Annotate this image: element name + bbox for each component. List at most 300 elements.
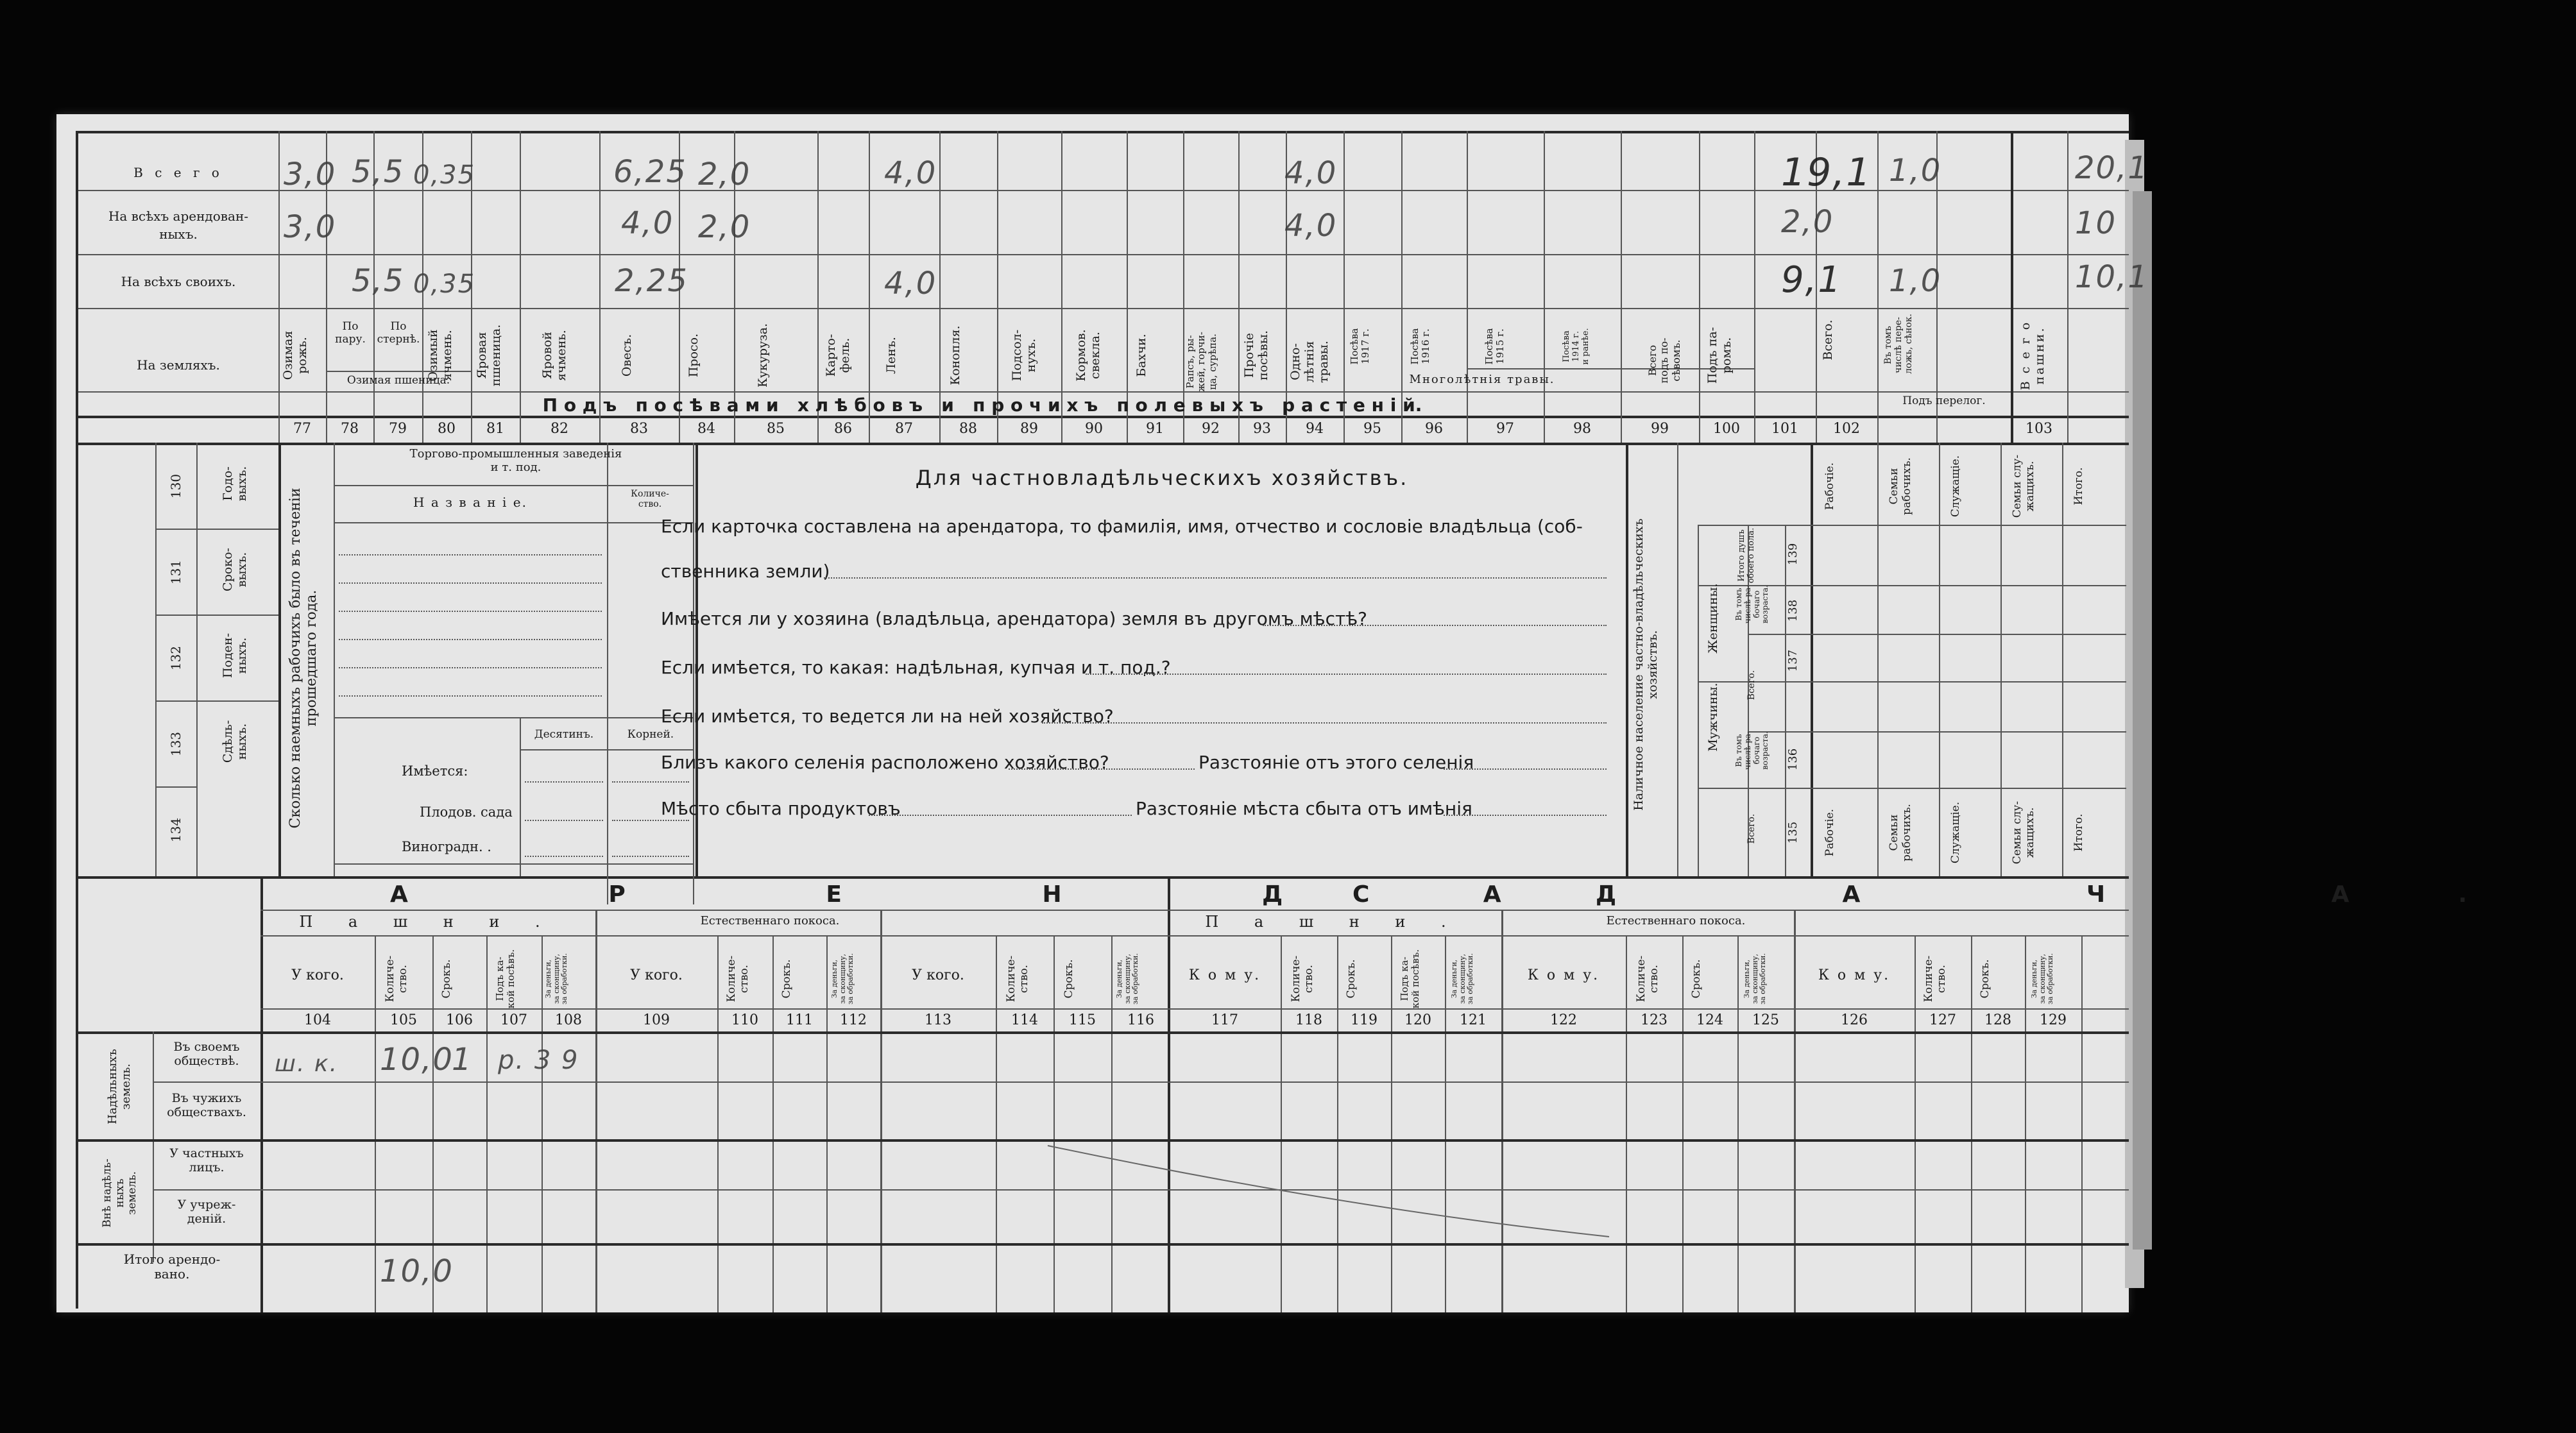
hdr-itogo: Итого. [2072,467,2085,505]
sdacha-pashni: П а ш н и . [1205,913,1462,931]
column-number: 118 [1295,1012,1322,1028]
rule [1737,935,1739,1312]
grp-nadelnyh: Надѣльныхъ земель. [106,1049,133,1124]
hw-value: 5,5 [352,154,405,190]
rule [76,131,2129,133]
center-title: Для частновладѣльческихъ хозяйствъ. [915,466,1409,490]
col-rule [2011,131,2013,443]
hdr-zhenshchiny: Женщины. [1706,583,1720,654]
torgovo-kolichestvo: Количе- ство. [631,489,669,510]
rule [542,935,543,1312]
rule [1698,525,1699,876]
column-number: 98 [1573,421,1591,437]
hdr-kartofel: Карто- фель. [824,334,852,377]
answer-line [1086,674,1607,675]
col-rule [1699,131,1700,443]
rule [76,443,2129,445]
answer-line [1042,722,1607,724]
rule [1682,935,1684,1312]
hdr-pod-kakoy: Подъ ка- кой посѣвъ. [494,949,517,1009]
column-number: 95 [1363,421,1381,437]
num-133: 133 [168,731,183,757]
hw-value: 2,0 [698,157,751,192]
column-number: 102 [1833,421,1860,437]
dotted-line [525,781,603,783]
hw-value: 4,0 [1284,208,1338,244]
plodov-sada: Плодов. сада [420,804,513,820]
hdr-sdelnyh: Сдѣль- ныхъ. [221,720,249,763]
hw-value: ш. к. [275,1051,339,1077]
ftr-itogo: Итого. [2072,813,2085,852]
hdr-prochie-posevy: Прочіе посѣвы. [1242,330,1270,381]
column-number: 110 [731,1012,758,1028]
hdr-vsego-m: Всего. [1746,813,1757,844]
hdr-za-dengi: За деньги, за сконщину, за обработки. [1450,953,1475,1005]
dotted-line [339,582,602,584]
rule [278,443,281,876]
rule [1626,935,1627,1312]
dotted-line [339,695,602,697]
hw-value: 4,0 [884,155,937,191]
column-number: 128 [1984,1012,2011,1028]
num-132: 132 [168,645,183,671]
question-5b: Разстояніе отъ этого селенія [1198,752,1474,773]
rule [260,1008,2129,1010]
hw-value: р. 3 9 [498,1046,579,1075]
column-number: 89 [1020,421,1038,437]
hdr-sluzhashchie: Служащіе. [1949,455,1962,518]
rule [1337,935,1338,1312]
hdr-kormov-svekla: Кормов. свекла. [1074,329,1102,382]
rule [278,131,280,443]
rule [76,254,2129,255]
column-number: 88 [959,421,977,437]
hdr-u-kogo: У кого. [291,967,344,983]
hw-value: 1,0 [1889,263,1942,299]
hdr-podsolnuh: Подсол- нухъ. [1010,329,1038,382]
hdr-srokovyh: Сроко- выхъ. [221,548,249,591]
rule [76,308,2129,309]
column-number: 97 [1496,421,1514,437]
hdr-srok: Срокъ. [1345,959,1358,999]
num-130: 130 [168,473,183,499]
hdr-pod-kakoy: Подъ ка- кой посѣвъ. [1399,949,1422,1009]
rule [1626,443,1628,876]
rule [1877,443,1879,876]
dotted-line [339,639,602,640]
column-number: 121 [1460,1012,1487,1028]
num-137: 137 [1786,649,1800,672]
hw-value: 2,0 [698,209,751,245]
hdr-posev-1916: Посѣва 1916 г. [1409,328,1432,365]
rule [155,443,157,876]
hdr-kolichestvo: Количе- ство. [1290,955,1315,1003]
hw-value: 0,35 [413,160,476,190]
col-rule [1754,131,1755,443]
rule [1698,788,1811,789]
dotted-line [612,856,689,857]
hdr-srok: Срокъ. [1690,959,1703,999]
dotted-line [525,856,603,857]
hw-value: 10 [2075,205,2117,241]
row-arendovannyh: На всѣхъ арендован- [108,208,249,224]
hw-value: 2,0 [1781,204,1834,240]
column-number: 92 [1202,421,1220,437]
column-number: 79 [389,421,407,437]
hdr-pod-perelog: Подъ перелог. [1902,394,1986,407]
dotted-line [525,820,603,821]
hdr-yarovaya-pshenitsa: Яровая пшеница. [475,324,503,387]
rule [2062,443,2063,876]
hdr-v-tom-chisle-zh: Въ томъ числѣ ра- бочаго возраста. [1734,584,1770,624]
hdr-proso: Просо. [687,333,701,378]
hdr-semi-sluzhashchih: Семьи слу- жащихъ. [2011,454,2036,518]
hw-value: 10,1 [2075,259,2149,295]
num-139: 139 [1786,543,1800,566]
rule [76,1031,2129,1034]
row-svoih: На всѣхъ своихъ. [121,274,236,289]
hdr-v-tom-chisle: Въ томъ числѣ пере- ложь, сѣнок. [1883,314,1915,374]
num-138: 138 [1786,599,1800,622]
hdr-v-tom-chisle-m: Въ томъ числѣ ра- бочаго возраста. [1734,731,1770,770]
hdr-srok: Срокъ. [1979,959,1992,999]
rule [334,717,693,718]
column-number: 107 [500,1012,527,1028]
hdr-vsego-zh: Всего. [1746,670,1757,700]
column-number: 104 [304,1012,331,1028]
answer-line [824,577,1607,579]
hdr-bahchi: Бахчи. [1134,334,1148,377]
num-134: 134 [168,817,183,843]
answer-line [869,815,1132,816]
rule [155,700,278,702]
hdr-oves: Овесъ. [620,334,634,377]
grp-vne-nadelnyh: Внѣ надѣль- ныхъ земель. [101,1158,139,1228]
col-rule [2067,131,2068,443]
column-number: 80 [438,421,456,437]
hw-value: 1 [452,1042,473,1078]
hw-value: 1,0 [1889,153,1942,189]
rule [717,935,719,1312]
rule [486,935,488,1312]
rule [155,529,278,530]
rule [607,443,608,904]
column-number: 108 [555,1012,582,1028]
hdr-kolichestvo: Количе- ство. [1635,955,1660,1003]
rule [1053,935,1055,1312]
column-number: 114 [1011,1012,1038,1028]
question-1a: Если карточка составлена на арендатора, то фамилія, имя, отчество и сословіе владѣльца (соб- [661,516,1583,537]
num-131: 131 [168,559,183,585]
ftr-semi-rabochih: Семьи рабочихъ. [1888,804,1913,861]
column-number: 82 [550,421,568,437]
hdr-srok: Срокъ. [780,959,793,999]
hw-value: 5,5 [352,263,405,299]
card-edge-shadow [2133,191,2152,1250]
hw-value: 19,1 [1781,150,1872,195]
column-number: 123 [1641,1012,1668,1028]
column-number: 117 [1211,1012,1238,1028]
hdr-za-dengi: За деньги, за сконщину, за обработки. [2030,953,2055,1005]
dotted-line [339,667,602,668]
hdr-srok: Срокъ. [1062,959,1075,999]
rule [76,1243,2129,1246]
answer-line [1009,768,1195,770]
rule [1445,935,1446,1312]
rule [1811,585,2126,586]
hdr-nalichnoe: Наличное население частно-владѣльческихъ хозяйствъ. [1632,518,1660,811]
column-number: 77 [293,421,311,437]
korney-label: Корней. [627,728,674,741]
hw-value: 10,0 [380,1253,454,1289]
column-number: 94 [1306,421,1324,437]
rule [155,786,196,788]
rule [1915,935,1916,1312]
num-135: 135 [1786,821,1800,844]
rule [1811,634,2126,635]
rule [1281,935,1282,1312]
torgovo-title: Торгово-промышленныя заведенія и т. под. [409,447,622,474]
hdr-komu: К о м у. [1527,967,1600,983]
column-number: 109 [643,1012,670,1028]
rule [1748,634,1811,635]
desyatin-label: Десятинъ. [534,728,594,741]
torgovo-nazvanie: Н а з в а н і е. [413,495,527,510]
rule [375,935,376,1312]
rule [996,935,997,1312]
hdr-vsego-pashni: В с е г о пашни. [2018,320,2047,391]
column-number: 116 [1127,1012,1154,1028]
hw-value: 3,0 [284,209,337,245]
hdr-sdacha: С Д А Ч А. [1352,881,2576,908]
hdr-po-sternyu: По стернѣ. [377,320,420,346]
hdr-posev-1917: Посѣва 1917 г. [1349,328,1372,365]
rule [153,1081,2129,1083]
census-card [56,114,2576,1312]
ftr-semi-sluzhashchih: Семьи слу- жащихъ. [2011,801,2036,865]
hw-value: 2,25 [615,263,688,299]
column-number: 129 [2040,1012,2067,1028]
column-number: 78 [341,421,359,437]
rule [2081,935,2083,1312]
hdr-godovyh: Годо- выхъ. [221,466,249,502]
hdr-u-kogo: У кого. [912,967,964,983]
question-5a: Близъ какого селенія расположено хозяйство? [661,752,1109,773]
column-number: 126 [1841,1012,1868,1028]
hdr-raps: Рапсъ, ры- жей, горчи- ца, сурѣпа. [1184,332,1218,392]
column-number: 103 [2026,421,2052,437]
hdr-len: Ленъ. [884,337,898,374]
column-number: 122 [1550,1012,1577,1028]
hw-value: 4,0 [884,266,937,301]
column-number: 101 [1771,421,1798,437]
rule [1677,443,1678,876]
column-number: 100 [1713,421,1740,437]
row-itogo-arendovano: Итого арендо- вано. [123,1251,221,1282]
rule [826,935,828,1312]
hdr-podennyh: Поден- ныхъ. [221,632,249,679]
hw-value: 6,25 [613,154,687,190]
dotted-line [339,554,602,555]
column-number: 120 [1404,1012,1431,1028]
dotted-line [339,611,602,612]
rule [1971,935,1972,1312]
hdr-kukuruza: Кукуруза. [756,323,770,388]
column-number: 84 [697,421,715,437]
rule [1168,876,1170,1312]
column-number: 124 [1696,1012,1723,1028]
column-number: 127 [1929,1012,1956,1028]
row-vsego: В с е г о [133,165,223,180]
hdr-vsego-pod-posevom: Всего подъ по- сѣвомъ. [1646,337,1682,384]
rule [520,749,693,750]
row-v-chuzhih: Въ чужихъ обществахъ. [167,1091,246,1119]
imeetsya-label: Имѣется: [402,763,468,779]
hw-value: 9,1 [1781,259,1843,301]
hdr-rabochie: Рабочіе. [1823,462,1836,511]
hdr-ozimaya-pshenitsa: Озимая пшеница. [346,374,450,387]
column-number: 96 [1425,421,1443,437]
rule [76,416,2129,418]
column-number: 115 [1069,1012,1096,1028]
ftr-rabochie: Рабочіе. [1823,808,1836,857]
column-number: 87 [895,421,913,437]
banner-posevy: П о д ъ п о с ѣ в а м и х л ѣ б о в ъ и п р о ч и х ъ п о л е в ы х ъ р а с т е н і й. [542,394,1422,416]
arenda-pashni: П а ш н и . [299,913,556,931]
rule [1939,443,1940,876]
vinogradn: Виноградн. . [402,839,491,854]
arenda-est-pokosa: Естественнаго покоса. [700,914,840,928]
rule [334,863,693,865]
row-na-zemlyah: На земляхъ. [137,357,220,373]
dotted-line [612,820,689,821]
hw-value: 0,35 [413,269,476,299]
column-number: 81 [486,421,504,437]
rule [1391,935,1392,1312]
hdr-komu: К о м у. [1188,967,1261,983]
row-u-uchrezh: У учреж- деній. [177,1198,236,1226]
rule [2025,935,2026,1312]
hdr-ozimy-yachmen: Озимый ячмень. [426,329,454,382]
hdr-za-dengi: За деньги, за сконщину, за обработки. [544,953,569,1005]
rule [334,522,693,523]
rule [2000,443,2002,876]
hdr-kolichestvo: Количе- ство. [725,955,751,1003]
row-arendovannyh-2: ныхъ. [159,226,198,242]
hdr-mnogoletnie: Многолѣтнія травы. [1409,373,1555,386]
column-number: 85 [767,421,785,437]
hw-value: 4,0 [1284,155,1338,191]
rule [260,910,2129,911]
hdr-yarovoy-yachmen: Яровой ячмень. [540,330,568,381]
question-6b: Разстояніе мѣста сбыта отъ имѣнія [1136,798,1472,819]
question-4: Если имѣется, то ведется ли на ней хозяйство? [661,706,1114,727]
column-number: 125 [1752,1012,1779,1028]
rule [76,391,2129,393]
hdr-konoplya: Конопля. [948,325,962,386]
hdr-kolichestvo: Количе- ство. [1922,955,1948,1003]
hdr-po-paru: По пару. [335,320,366,346]
question-6a: Мѣсто сбыта продуктовъ [661,798,901,819]
column-number: 93 [1253,421,1271,437]
rule [1811,443,1813,876]
hw-value: 4,0 [621,205,674,241]
hdr-posev-1914: Посѣва 1914 г. и ранѣе. [1562,328,1591,365]
rule [1877,391,2011,393]
rule [1811,788,2126,789]
column-number: 106 [446,1012,473,1028]
hdr-itogo-dush: Итого душъ обоего пола. [1737,527,1756,584]
column-number: 90 [1085,421,1103,437]
rule [772,935,774,1312]
answer-line [1444,768,1607,770]
rule [260,876,263,1312]
hdr-u-kogo: У кого. [630,967,683,983]
column-number: 113 [925,1012,951,1028]
column-number: 83 [630,421,648,437]
question-1b: ственника земли) [661,561,830,582]
hw-value: 20,1 [2075,150,2149,186]
question-2: Имѣется ли у хозяина (владѣльца, арендатора) земля въ другомъ мѣстѣ? [661,608,1367,629]
hdr-pod-parom: Подъ па- ромъ. [1705,326,1734,384]
hdr-arenda: А Р Е Н Д А. [390,881,1703,908]
answer-line [1263,625,1607,626]
hdr-kolichestvo: Количе- ство. [384,955,409,1003]
rule [76,131,78,1309]
column-number: 105 [390,1012,417,1028]
hdr-muzhchiny: Мужчины. [1706,683,1720,752]
rule [1811,731,2126,733]
hdr-komu: К о м у. [1818,967,1891,983]
ftr-sluzhashchie: Служащіе. [1949,801,1962,864]
hdr-srok: Срокъ. [440,959,453,999]
rule [153,1031,154,1262]
hw-value: 10,0 [380,1042,454,1078]
rule [260,935,2129,937]
hdr-za-dengi: За деньги, за сконщину, за обработки. [1743,953,1768,1005]
sdacha-est-pokosa: Естественнаго покоса. [1606,914,1746,928]
answer-line [1444,815,1607,816]
rule [1111,935,1113,1312]
hdr-ozimaya-rozh: Озимая рожь. [281,330,309,380]
hdr-posev-1915: Посѣва 1915 г. [1483,328,1506,365]
column-number: 112 [840,1012,867,1028]
hdr-semi-rabochih: Семьи рабочихъ. [1888,457,1913,515]
hw-value: 3,0 [284,157,337,192]
row-v-svoem: Въ своемъ обществѣ. [173,1040,240,1068]
rule [76,876,2129,879]
hdr-naemnyh-rabochih: Сколько наемныхъ рабочихъ было въ теченіи прошедшаго года. [287,488,320,829]
hdr-vsego-perelog: Всего. [1821,319,1835,360]
rule [196,443,198,876]
question-3: Если имѣется, то какая: надѣльная, купчая и т. под.? [661,657,1171,678]
row-u-chastnyh: У частныхъ лицъ. [169,1146,244,1174]
rule [1811,681,2126,683]
column-number: 119 [1351,1012,1378,1028]
column-number: 99 [1651,421,1669,437]
column-number: 86 [834,421,852,437]
rule [1811,525,2126,526]
rule [334,485,693,486]
num-136: 136 [1786,748,1800,771]
hdr-kolichestvo: Количе- ство. [1005,955,1030,1003]
column-number: 111 [786,1012,813,1028]
rule [155,615,278,616]
hdr-odnoletnie-travy: Одно- лѣтнія травы. [1288,341,1331,383]
column-number: 91 [1146,421,1164,437]
hdr-za-dengi: За деньги, за сконщину, за обработки. [830,953,855,1005]
pencil-stroke [1045,1140,1622,1243]
